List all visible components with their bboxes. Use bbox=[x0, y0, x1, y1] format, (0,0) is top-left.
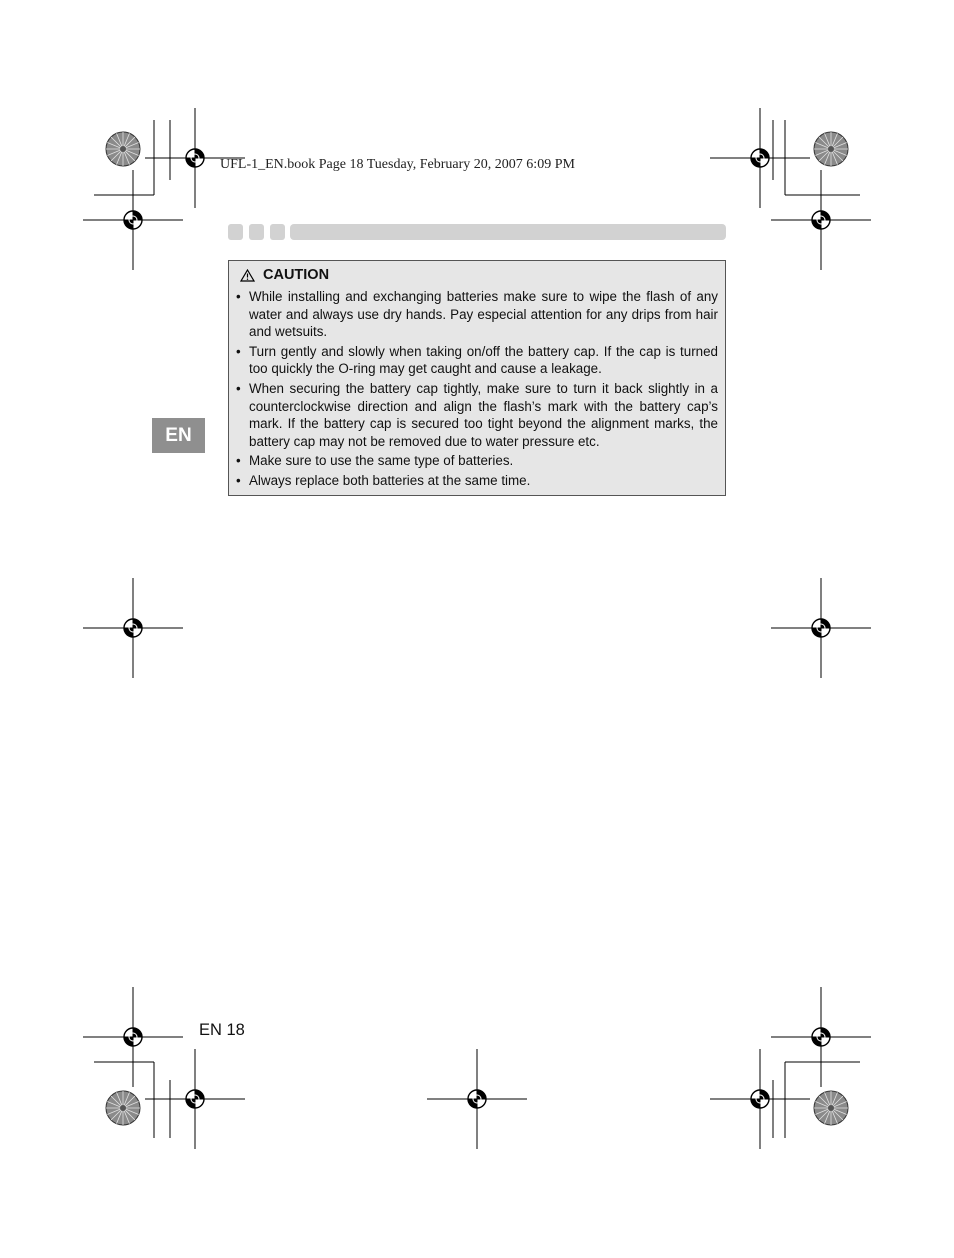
section-bar-strip bbox=[290, 224, 726, 240]
color-wheel-mark bbox=[814, 132, 848, 166]
warning-triangle-icon bbox=[240, 269, 255, 282]
color-wheel-mark bbox=[106, 1091, 140, 1125]
caution-item: • Make sure to use the same type of batteries. bbox=[235, 452, 718, 470]
caution-list bbox=[235, 288, 718, 492]
caution-title: CAUTION bbox=[263, 267, 330, 283]
caution-heading bbox=[240, 267, 329, 283]
caution-item: • When securing the battery cap tightly, make sure to turn it back slightly in a counterclockwise direction and align the flash’s mark with the battery cap’s mark. If the battery cap is secured too tight beyond the alignment marks, the battery cap may not be removed due to water pressure etc. bbox=[235, 380, 718, 450]
page-number: EN 18 bbox=[199, 1021, 245, 1039]
color-wheel-mark bbox=[814, 1091, 848, 1125]
section-header-bar bbox=[228, 224, 726, 240]
print-header-info: UFL-1_EN.book Page 18 Tuesday, February 20, 2007 6:09 PM bbox=[220, 157, 575, 172]
section-bar-square bbox=[228, 224, 243, 240]
language-tab: EN bbox=[152, 418, 205, 453]
color-wheel-mark bbox=[106, 132, 140, 166]
section-bar-square bbox=[249, 224, 264, 240]
caution-item: • Always replace both batteries at the same time. bbox=[235, 472, 718, 490]
caution-item: • Turn gently and slowly when taking on/off the battery cap. If the cap is turned too quickly the O-ring may get caught and cause a leakage. bbox=[235, 343, 718, 378]
section-bar-square bbox=[270, 224, 285, 240]
caution-item: • While installing and exchanging batteries make sure to wipe the flash of any water and always use dry hands. Pay especial attention for any drips from hair and wetsuits. bbox=[235, 288, 718, 341]
caution-box bbox=[228, 260, 726, 496]
